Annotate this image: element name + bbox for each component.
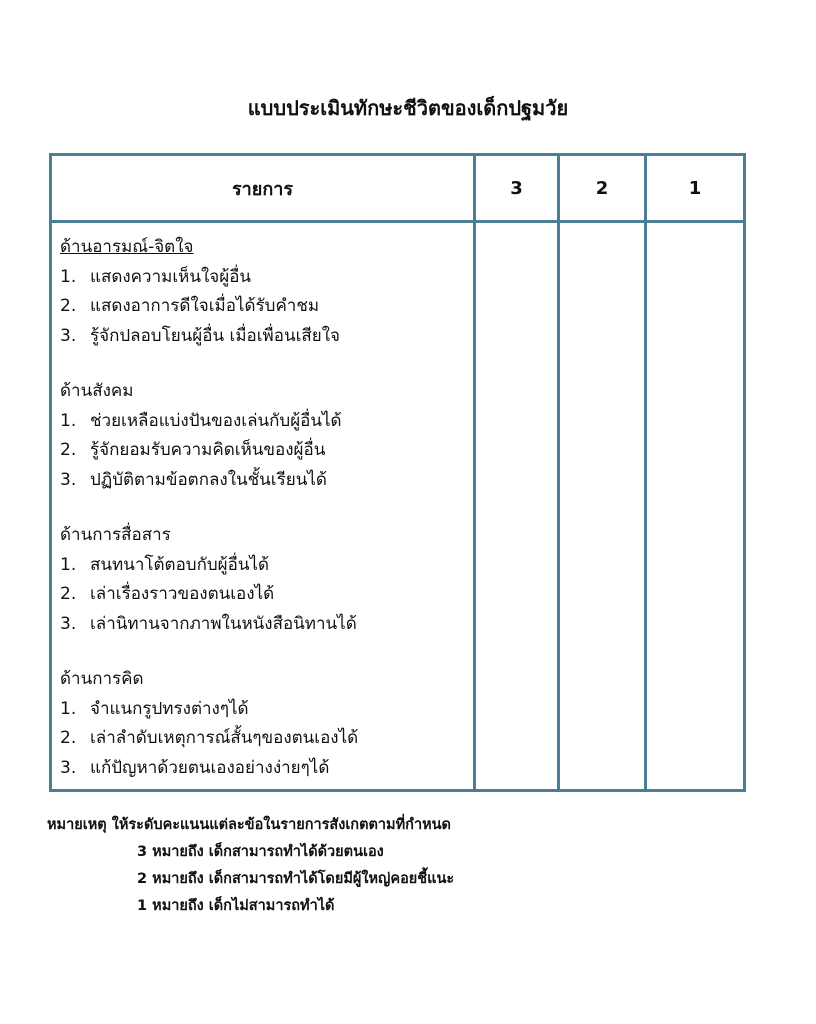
section-title: ด้านสังคม	[60, 381, 134, 401]
note-block	[47, 812, 454, 920]
item-number: 3.	[60, 757, 77, 778]
item-number: 2.	[60, 440, 77, 460]
list-item	[60, 754, 473, 784]
score-cell-3[interactable]	[475, 222, 559, 791]
note-line: 2 หมายถึง เด็กสามารถทำได้โดยมีผู้ใหญ่คอยชี้แนะ	[137, 871, 455, 887]
header-score-3: 3	[475, 155, 559, 222]
page-title: แบบประเมินทักษะชีวิตของเด็กปฐมวัย	[247, 96, 569, 120]
item-number: 1.	[60, 410, 77, 431]
list-item	[60, 580, 473, 610]
score-cell-1[interactable]	[646, 222, 745, 791]
item-text: เล่าเรื่องราวของตนเองได้	[90, 584, 275, 604]
score-cell-2[interactable]	[559, 222, 646, 791]
item-number: 1.	[60, 698, 77, 719]
list-item	[60, 407, 473, 437]
section-communication	[60, 521, 473, 639]
section-thinking	[60, 665, 473, 783]
item-number: 2.	[60, 584, 77, 604]
item-number: 1.	[60, 554, 77, 575]
item-text: ปฏิบัติตามข้อตกลงในชั้นเรียนได้	[90, 469, 327, 490]
items-cell	[51, 222, 475, 791]
item-text: เล่านิทานจากภาพในหนังสือนิทานได้	[90, 613, 357, 634]
section-emotional	[60, 233, 473, 351]
item-number: 3.	[60, 325, 77, 346]
item-number: 2.	[60, 296, 77, 316]
section-title: ด้านอารมณ์-จิตใจ	[60, 237, 194, 257]
list-item	[60, 466, 473, 496]
item-number: 3.	[60, 613, 77, 634]
list-item	[60, 436, 473, 466]
header-score-2: 2	[559, 155, 646, 222]
list-item	[60, 724, 473, 754]
header-items: รายการ	[51, 155, 475, 222]
header-score-1: 1	[646, 155, 745, 222]
assessment-table	[49, 153, 746, 792]
list-item	[60, 322, 473, 352]
section-title: ด้านการคิด	[60, 669, 144, 689]
item-text: เล่าลำดับเหตุการณ์สั้นๆของตนเองได้	[90, 728, 359, 748]
item-number: 2.	[60, 728, 77, 748]
section-social	[60, 377, 473, 495]
item-text: รู้จักปลอบโยนผู้อื่น เมื่อเพื่อนเสียใจ	[90, 325, 340, 346]
item-number: 1.	[60, 266, 77, 287]
table-body-row	[51, 222, 745, 791]
item-text: แก้ปัญหาด้วยตนเองอย่างง่ายๆได้	[90, 757, 330, 778]
note-heading: หมายเหตุ ให้ระดับคะแนนแต่ละข้อในรายการสังเกตตามที่กำหนด	[47, 817, 451, 833]
item-text: ช่วยเหลือแบ่งปันของเล่นกับผู้อื่นได้	[90, 410, 342, 431]
list-item	[60, 695, 473, 725]
section-title: ด้านการสื่อสาร	[60, 525, 171, 545]
table-header-row	[51, 155, 745, 222]
list-item	[60, 292, 473, 322]
note-line: 3 หมายถึง เด็กสามารถทำได้ด้วยตนเอง	[137, 844, 384, 860]
item-text: รู้จักยอมรับความคิดเห็นของผู้อื่น	[90, 440, 326, 460]
item-text: แสดงความเห็นใจผู้อื่น	[90, 266, 252, 287]
item-text: จำแนกรูปทรงต่างๆได้	[90, 698, 249, 719]
list-item	[60, 551, 473, 581]
item-text: สนทนาโต้ตอบกับผู้อื่นได้	[90, 554, 270, 575]
list-item	[60, 263, 473, 293]
item-text: แสดงอาการดีใจเมื่อได้รับคำชม	[90, 296, 320, 316]
note-line: 1 หมายถึง เด็กไม่สามารถทำได้	[137, 898, 335, 914]
item-number: 3.	[60, 469, 77, 490]
list-item	[60, 610, 473, 640]
